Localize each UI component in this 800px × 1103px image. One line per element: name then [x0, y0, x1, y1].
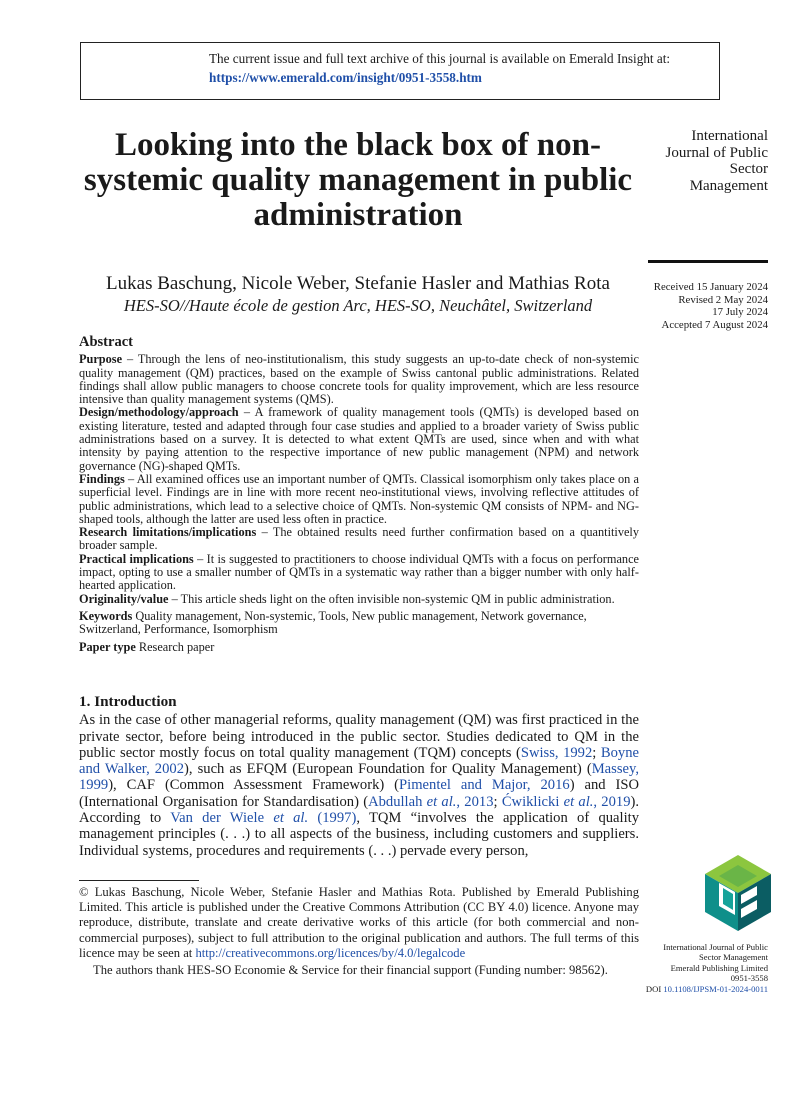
date-accepted: Accepted 7 August 2024 [661, 318, 768, 331]
citation-etal: et al. [273, 810, 309, 827]
section-label: Design/methodology/approach [79, 405, 239, 420]
journal-name-line: Management [689, 177, 768, 194]
journal-name-line: International [691, 128, 768, 144]
paper-type [79, 641, 639, 654]
citation-link[interactable]: Swiss, 1992 [520, 744, 593, 761]
footnote-divider [79, 880, 199, 881]
keywords [79, 610, 639, 637]
date-revised-2: 17 July 2024 [712, 306, 768, 318]
abstract-originality [79, 593, 639, 606]
section-text: – All examined offices use an important number of QMTs. Classical isomorphism only takes place on a superficial level. Findings are in line with more recent neo-institutional views, involving reflective attitudes of public administrations, which lead to a selective choice of QMTs. Non-systemic QM consists of NPM- and NG-shaped tools, although the latter are used less often in practice. [79, 471, 639, 526]
license-text: © Lukas Baschung, Nicole Weber, Stefanie Hasler and Mathias Rota. Published by Emerald Publishing Limited. This article is published under the Creative Commons Attribution (CC BY 4.0) licence. Anyone may reproduce, distribute, translate and create derivative works of this article (for both commercial and non-commercial purposes), subject to full attribution to the original publication and authors. The full terms of this licence may be seen at [79, 885, 639, 960]
citation-link[interactable]: Boyne and Walker, 2002 [79, 744, 639, 778]
journal-divider [648, 260, 768, 263]
citation-year: (1997) [308, 810, 357, 827]
body-text: ), CAF (Common Assessment Framework) ( [108, 777, 400, 794]
citation-etal: et al. [426, 793, 457, 810]
doi-link[interactable]: 10.1108/IJPSM-01-2024-0011 [663, 983, 768, 994]
date-received: Received 15 January 2024 [653, 281, 768, 293]
body-text: ). According to [79, 793, 640, 827]
section-label: Research limitations/implications [79, 525, 257, 540]
abstract-design [79, 406, 639, 472]
section-label: Findings [79, 471, 125, 486]
abstract-heading: Abstract [79, 334, 133, 350]
author-list: Lukas Baschung, Nicole Weber, Stefanie Hasler and Mathias Rota [106, 273, 610, 294]
emerald-logo-icon [705, 855, 771, 931]
section-label: Originality/value [79, 591, 169, 606]
section-text: – It is suggested to practitioners to choose individual QMTs with a focus on performance impact, opting to use a smaller number of QMTs in a systematic way rather than a bigger number with only half-hearted application. [79, 551, 639, 593]
section-label: Purpose [79, 352, 123, 367]
journal-info-line: 0951-3558 [730, 973, 768, 984]
citation-year: , 2013 [456, 793, 494, 810]
citation-year: , 2019 [593, 793, 631, 810]
abstract-practical [79, 553, 639, 593]
section-text: – The obtained results need further confirmation based on a quantitively broader sample. [79, 525, 639, 553]
journal-name-line: Journal of Public [665, 144, 768, 161]
keywords-label: Keywords [79, 608, 133, 623]
paper-type-text: Research paper [135, 639, 215, 654]
section-text: – Through the lens of neo-institutionalism, this study suggests an up-to-date check of non-systemic quality management (QM) practices, based on the example of Swiss cantonal public administrations. Related findings shall allow public managers to choose concrete tools for quality improvement, which are less resource intensive than quality management systems (QMS). [79, 352, 639, 407]
journal-info-line: Sector Management [699, 952, 768, 963]
history-dates [640, 281, 768, 331]
body-text: As in the case of other managerial reforms, quality management (QM) was first practiced in the private sector, before being introduced in the public sector. Studies dedicated to QM in the public sector mostly focus on total quality management (TQM) concepts ( [79, 712, 639, 761]
doi-line [640, 984, 768, 994]
journal-access-box [80, 42, 720, 100]
section-text: – A framework of quality management tools (QMTs) is developed based on existing literature, tested and adapted through four case studies and applied to a broader variety of Swiss public administrations based on a survey. It is detected to what extent QMTs are used, since when and with what intensity by paying attention to the respective importance of new public management (NPM) and network governance (NG)-shaped QMTs. [79, 405, 639, 473]
footnotes [79, 885, 639, 978]
access-note: The current issue and full text archive of this journal is available on Emerald Insight at: [209, 51, 671, 66]
body-text: ; [493, 793, 502, 810]
body-text: , TQM “involves the application of quality management principles (. . .) to all aspects of the business, including customers and suppliers. Individual systems, procedures and requirements (. . .) pervade every person, [79, 810, 639, 859]
funding-note: The authors thank HES-SO Economie & Service for their financial support (Funding number: 98562). [93, 963, 608, 978]
article-title: Looking into the black box of non-systemic quality management in public administration [83, 127, 633, 233]
journal-info-line: Emerald Publishing Limited [670, 962, 768, 973]
citation-link[interactable] [502, 794, 631, 810]
journal-info-line: International Journal of Public [663, 942, 768, 952]
citation-etal: et al. [563, 793, 594, 810]
journal-url-link[interactable]: https://www.emerald.com/insight/0951-3558.htm [209, 70, 482, 85]
affiliation: HES-SO//Haute école de gestion Arc, HES-SO, Neuchâtel, Switzerland [123, 296, 593, 315]
body-text: ; [592, 744, 601, 761]
section-label: Practical implications [79, 551, 194, 566]
citation-author: Van der Wiele [170, 810, 274, 827]
journal-name [630, 128, 768, 194]
citation-link[interactable]: Massey, 1999 [79, 761, 639, 794]
emerald-logo-graphic [705, 855, 771, 931]
abstract-purpose [79, 353, 639, 406]
paper-type-label: Paper type [79, 639, 136, 654]
citation-link[interactable]: Pimentel and Major, 2016 [399, 777, 570, 794]
abstract-findings [79, 473, 639, 526]
citation-link[interactable] [170, 810, 356, 826]
journal-info [640, 942, 768, 994]
citation-author: Ćwiklicki [501, 793, 564, 810]
introduction [79, 694, 639, 859]
license-note [79, 885, 639, 961]
journal-name-line: Sector [729, 161, 768, 177]
intro-paragraph [79, 712, 639, 859]
section-text: – This article sheds light on the often invisible non-systemic QM in public administration. [168, 591, 615, 606]
citation-link[interactable] [368, 794, 493, 810]
body-text: ) and ISO (International Organisation for Standardisation) ( [79, 777, 639, 810]
section-heading: 1. Introduction [79, 693, 177, 710]
doi-label: DOI [645, 983, 664, 994]
citation-author: Abdullah [368, 793, 427, 810]
license-link[interactable]: http://creativecommons.org/licences/by/4.0/legalcode [195, 945, 466, 960]
keywords-text: Quality management, Non-systemic, Tools, New public management, Network governance, Switzerland, Performance, Isomorphism [79, 608, 587, 637]
date-revised: Revised 2 May 2024 [678, 293, 768, 306]
abstract-limitations [79, 526, 639, 553]
body-text: ), such as EFQM (European Foundation for Quality Management) ( [184, 761, 592, 778]
abstract [79, 336, 639, 654]
